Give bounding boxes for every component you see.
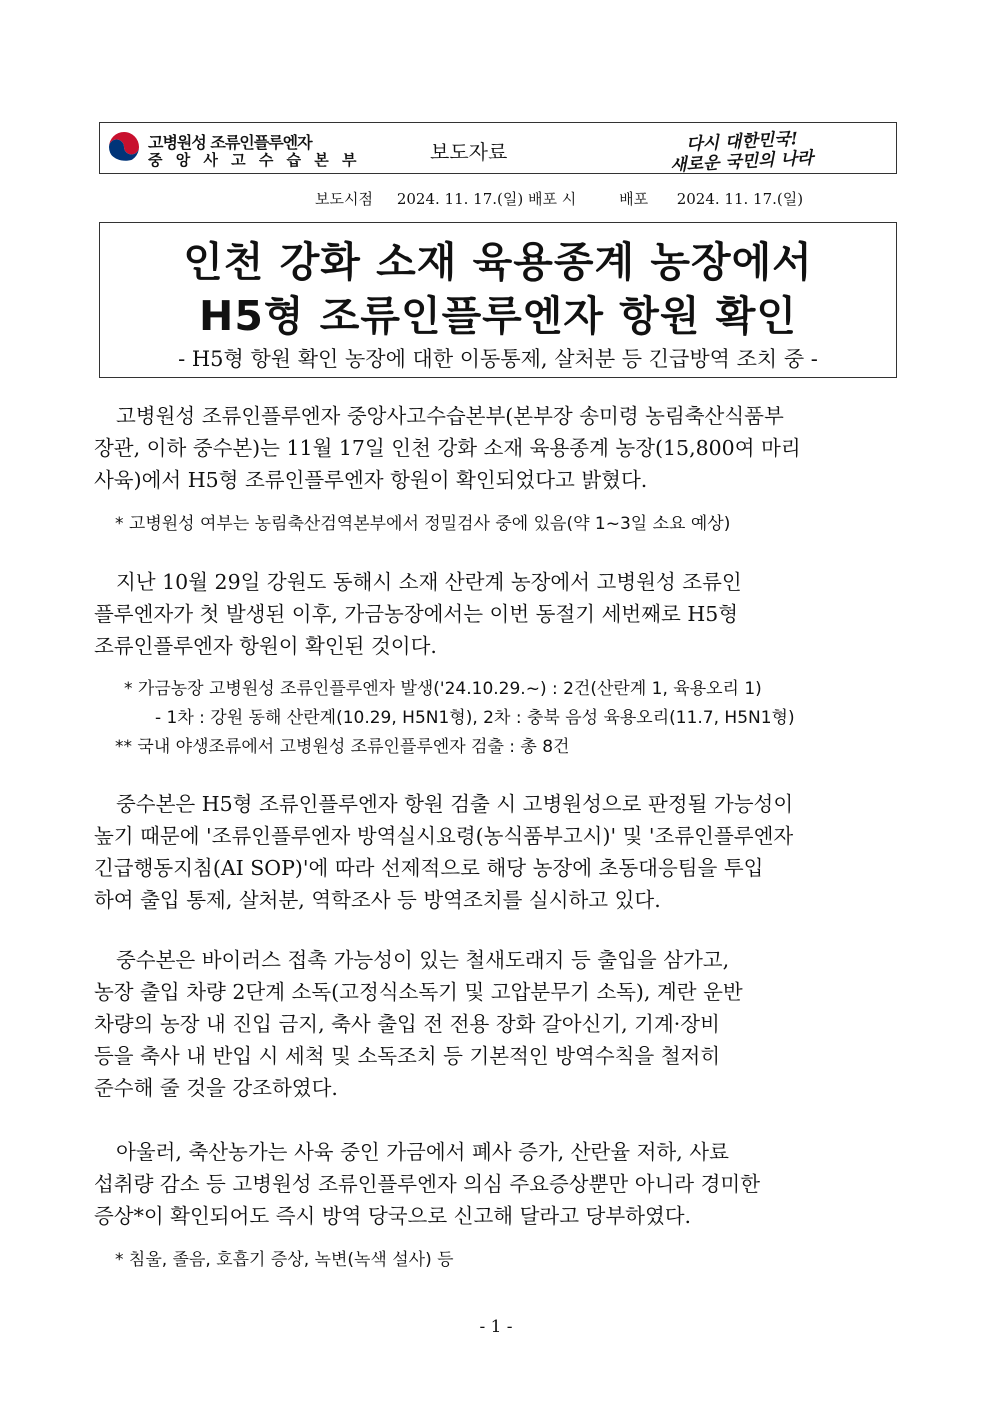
paragraph-line: 등을 축사 내 반입 시 세척 및 소독조치 등 기본적인 방역수칙을 철저히: [94, 1044, 721, 1068]
paragraph-line: 중수본은 바이러스 접촉 가능성이 있는 철새도래지 등 출입을 삼가고,: [116, 948, 730, 972]
paragraph-line: 하여 출입 통제, 살처분, 역학조사 등 방역조치를 실시하고 있다.: [94, 888, 661, 912]
distribution-date: 2024. 11. 17.(일): [676, 190, 804, 208]
paragraph-line: 고병원성 조류인플루엔자 중앙사고수습본부(본부장 송미령 농림축산식품부: [116, 404, 784, 428]
page-number: - 1 -: [479, 1317, 513, 1337]
logo-text-line1: 고병원성 조류인플루엔자: [148, 133, 312, 152]
paragraph-line: 사육)에서 H5형 조류인플루엔자 항원이 확인되었다고 밝혔다.: [94, 468, 648, 492]
footnote: * 고병원성 여부는 농림축산검역본부에서 정밀검사 중에 있음(약 1~3일 소요 예상): [115, 514, 731, 534]
slogan-line2: 새로운 국민의 나라: [669, 148, 814, 176]
press-header: [99, 122, 897, 174]
ministry-logo: [106, 129, 361, 169]
paragraph-1: [94, 400, 900, 496]
paragraph-line: 준수해 줄 것을 강조하였다.: [94, 1076, 338, 1100]
taegeuk-logo-icon: [106, 131, 142, 167]
paragraph-line: 섭취량 감소 등 고병원성 조류인플루엔자 의심 주요증상뿐만 아니라 경미한: [94, 1172, 761, 1196]
press-release-label: 보도자료: [430, 140, 508, 164]
headline-box: [99, 222, 897, 378]
slogan-line1: 다시 대한민국!: [685, 129, 799, 155]
paragraph-line: 플루엔자가 첫 발생된 이후, 가금농장에서는 이번 동절기 세번째로 H5형: [94, 602, 739, 626]
paragraph-line: 아울러, 축산농가는 사육 중인 가금에서 폐사 증가, 산란율 저하, 사료: [116, 1140, 729, 1164]
footnote: - 1차 : 강원 동해 산란계(10.29, H5N1형), 2차 : 충북 음성 육용오리(11.7, H5N1형): [155, 708, 795, 728]
paragraph-5: [94, 1136, 900, 1232]
paragraph-line: 차량의 농장 내 진입 금지, 축사 출입 전 전용 장화 갈아신기, 기계·장비: [94, 1012, 720, 1036]
release-info: [315, 188, 803, 209]
logo-text-line2: 중 앙 사 고 수 습 본 부: [148, 151, 361, 169]
paragraph-line: 증상*이 확인되어도 즉시 방역 당국으로 신고해 달라고 당부하였다.: [94, 1204, 692, 1228]
distribution-label: 배포: [619, 190, 649, 208]
headline-line1: 인천 강화 소재 육용종계 농장에서: [183, 238, 813, 286]
government-slogan: [669, 127, 890, 176]
paragraph-line: 지난 10월 29일 강원도 동해시 소재 산란계 농장에서 고병원성 조류인: [116, 570, 742, 594]
paragraph-line: 높기 때문에 '조류인플루엔자 방역실시요령(농식품부고시)' 및 '조류인플루엔자: [94, 824, 794, 848]
footnote: * 가금농장 고병원성 조류인플루엔자 발생('24.10.29.~) : 2건(산란계 1, 육용오리 1): [124, 679, 762, 699]
paragraph-4: [94, 944, 900, 1104]
headline-subtitle: - H5형 항원 확인 농장에 대한 이동통제, 살처분 등 긴급방역 조치 중 -: [178, 347, 818, 371]
paragraph-line: 농장 출입 차량 2단계 소독(고정식소독기 및 고압분무기 소독), 계란 운반: [94, 980, 743, 1004]
paragraph-line: 장관, 이하 중수본)는 11월 17일 인천 강화 소재 육용종계 농장(15,800여 마리: [94, 436, 801, 460]
paragraph-line: 긴급행동지침(AI SOP)'에 따라 선제적으로 해당 농장에 초동대응팀을 투입: [94, 856, 764, 880]
paragraph-line: 조류인플루엔자 항원이 확인된 것이다.: [94, 634, 437, 658]
footnote: * 침울, 졸음, 호흡기 증상, 녹변(녹색 설사) 등: [115, 1250, 454, 1270]
release-time-label: 보도시점: [315, 190, 373, 208]
paragraph-2: [94, 566, 900, 662]
headline-line2: H5형 조류인플루엔자 항원 확인: [199, 292, 797, 340]
footnote: ** 국내 야생조류에서 고병원성 조류인플루엔자 검출 : 총 8건: [115, 737, 570, 757]
release-time-value: 2024. 11. 17.(일) 배포 시: [396, 190, 577, 208]
paragraph-3: [94, 788, 900, 916]
paragraph-line: 중수본은 H5형 조류인플루엔자 항원 검출 시 고병원성으로 판정될 가능성이: [116, 792, 794, 816]
